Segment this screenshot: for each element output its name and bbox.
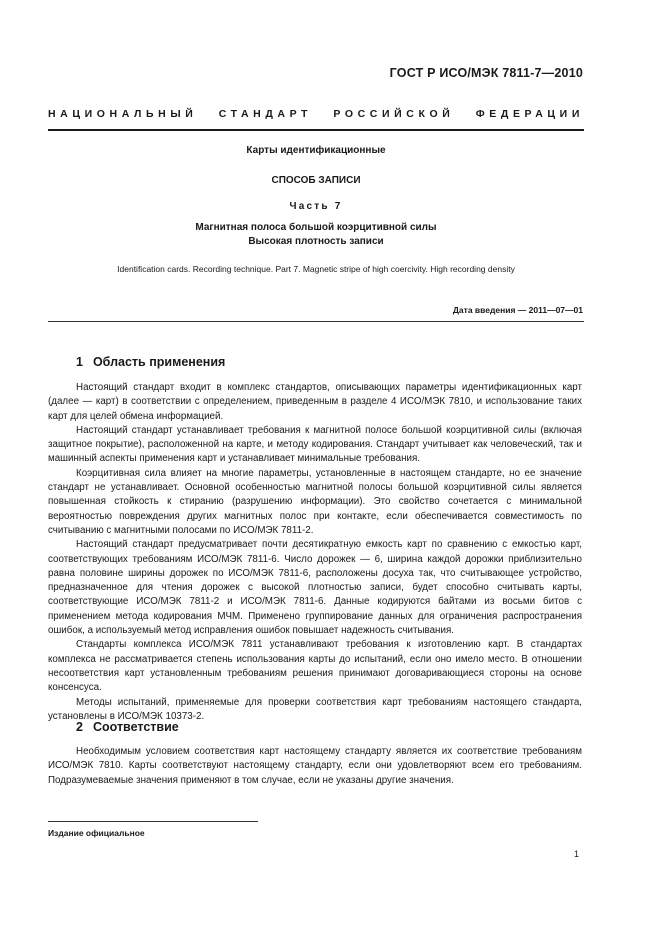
official-edition-note: Издание официальное [48, 828, 145, 838]
section-1-heading [76, 355, 225, 369]
section-2-paragraph: Необходимым условием соответствия карт настоящему стандарту является их соответствие требованиям ИСО/МЭК 7810. Карты соответствуют настоящему стандарту, если они удовлетворяют всем его требованиям. Подразумеваемые значения применяют в том случае, если не указаны другие значения. [48, 746, 582, 786]
national-word-1: НАЦИОНАЛЬНЫЙ [48, 108, 198, 120]
footer-divider [48, 821, 258, 822]
national-word-4: ФЕДЕРАЦИИ [475, 108, 584, 120]
title-line-2: СПОСОБ ЗАПИСИ [271, 175, 361, 186]
date-divider [48, 321, 584, 322]
section-1-paragraph: Стандарты комплекса ИСО/МЭК 7811 устанавливают требования к изготовлению карт. В стандартах комплекса не рассматривается степень использования карты до испытаний, если оно имело место. В отношении несоответствия карт установленным требованиям решения принимают договаривающиеся стороны на основе консенсуса. [48, 639, 582, 694]
introduction-date: Дата введения — 2011—07—01 [452, 305, 583, 315]
subtitle-line-2: Высокая плотность записи [248, 236, 384, 247]
national-word-3: РОССИЙСКОЙ [333, 108, 455, 120]
part-label: Часть 7 [289, 201, 343, 212]
subtitle-line-1: Магнитная полоса большой коэрцитивной силы [195, 222, 437, 233]
section-1-paragraph: Настоящий стандарт устанавливает требования к магнитной полосе большой коэрцитивной силы (включая защитное покрытие), расположенной на карте, и методу кодирования. Стандарт учитывает как человеческий, так и машинный аспекты применения карт и устанавливает минимальные требования. [48, 424, 582, 465]
section-1-paragraph: Настоящий стандарт предусматривает почти десятикратную емкость карт по сравнению с емкостью карт, соответствующих требованиям ИСО/МЭК 7811-6. Число дорожек — 6, ширина каждой дорожки приблизительно равна половине ширины дорожек по ИСО/МЭК 7811-6, расположены досуха так, что считывающее устройство, предназначенное для чтения дорожек с высокой плотностью записи, будет способно считывать карты, соответствующие ИСО/МЭК 7811-2 и ИСО/МЭК 7811-6. Данные кодируются байтами из восьми битов с применением метода кодирования МЧМ. Применено группирование данных для ограничения распространения ошибок, а используемый метод исправления ошибок повышает надежность считывания. [48, 539, 582, 637]
subtitle-block [48, 221, 584, 249]
section-2-title: Соответствие [92, 720, 179, 734]
page-number: 1 [573, 849, 579, 859]
english-title: Identification cards. Recording technique. Part 7. Magnetic stripe of high coercivity. High recording density [117, 264, 515, 274]
section-2-heading [76, 720, 179, 734]
title-line-1: Карты идентификационные [246, 145, 386, 156]
section-1-number: 1 [76, 355, 83, 369]
section-1-paragraph: Коэрцитивная сила влияет на многие параметры, установленные в настоящем стандарте, но ее значение стандарт не устанавливает. Основной особенностью магнитной полосы большой коэрцитивной силы является повышенная стойкость к стиранию (разрушению информации). Это свойство сочетается с минимальной вероятностью повреждения других магнитных полос при контакте, если обеспечивается совместимость по считыванию с магнитными полосами по ИСО/МЭК 7811-2. [48, 467, 582, 536]
section-1-paragraph: Методы испытаний, применяемые для проверки соответствия карт требованиям настоящего стандарта, установлены в ИСО/МЭК 10373-2. [48, 696, 582, 722]
section-1-paragraph: Настоящий стандарт входит в комплекс стандартов, описывающих параметры идентификационных карт (далее — карт) в соответствии с определением, приведенным в разделе 4 ИСО/МЭК 7810, и использование таких карт для целей обмена информацией. [48, 382, 582, 422]
document-number: ГОСТ Р ИСО/МЭК 7811-7—2010 [389, 66, 583, 80]
section-2-number: 2 [76, 720, 83, 734]
section-2-body [48, 745, 582, 788]
national-standard-heading [48, 108, 584, 120]
section-1-body [48, 381, 582, 724]
national-word-2: СТАНДАРТ [218, 108, 313, 120]
header-divider [48, 129, 584, 131]
section-1-title: Область применения [92, 355, 226, 369]
